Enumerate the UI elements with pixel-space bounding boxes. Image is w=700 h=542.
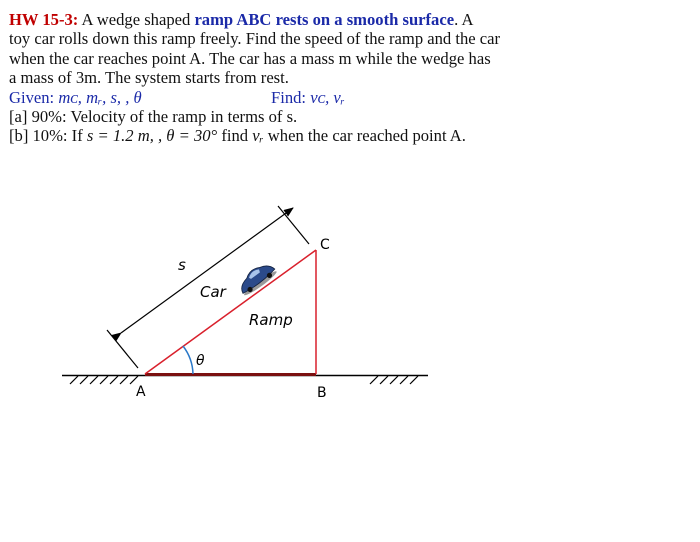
part-b-math: s = 1.2 m, , θ = 30° [86,126,218,146]
line1-text-a: A wedge shaped [78,10,195,29]
part-b-find: find [217,126,253,146]
line1-highlight: ramp ABC rests on a smooth surface [194,10,455,29]
given-label: Given: [9,87,59,107]
part-b-var: vᵣ [252,126,264,146]
part-b-suffix: when the car reached point A. [263,126,466,146]
part-a: [a] 90%: Velocity of the ramp in terms of s. [9,107,298,127]
part-b-prefix: [b] 10%: If [9,126,87,146]
label-ramp: Ramp [249,311,293,329]
label-s: s [178,256,186,274]
label-b: B [317,385,327,401]
dimension-end-lower [107,330,138,368]
label-car: Car [200,283,226,301]
find-label: Find: [271,87,311,107]
angle-arc [183,346,193,374]
dimension-end-upper [278,206,309,244]
ground-hatch-left [70,376,138,384]
ground-hatch-right [370,376,418,384]
given-vars: mᴄ, mᵣ, s, , θ [58,87,142,107]
toy-car [235,259,278,297]
problem-line-2: toy car rolls down this ramp freely. Find the speed of the ramp and the car [9,29,501,49]
find-vars: vᴄ, vᵣ [310,87,345,107]
hw-label: HW 15-3: [9,10,79,29]
problem-line-4: a mass of 3m. The system starts from rest. [9,68,289,88]
line1-text-c: . A [454,10,474,29]
label-a: A [136,384,146,400]
label-theta: θ [196,353,205,369]
label-c: C [320,237,330,253]
problem-line-3: when the car reaches point A. The car has a mass m while the wedge has [9,48,491,68]
